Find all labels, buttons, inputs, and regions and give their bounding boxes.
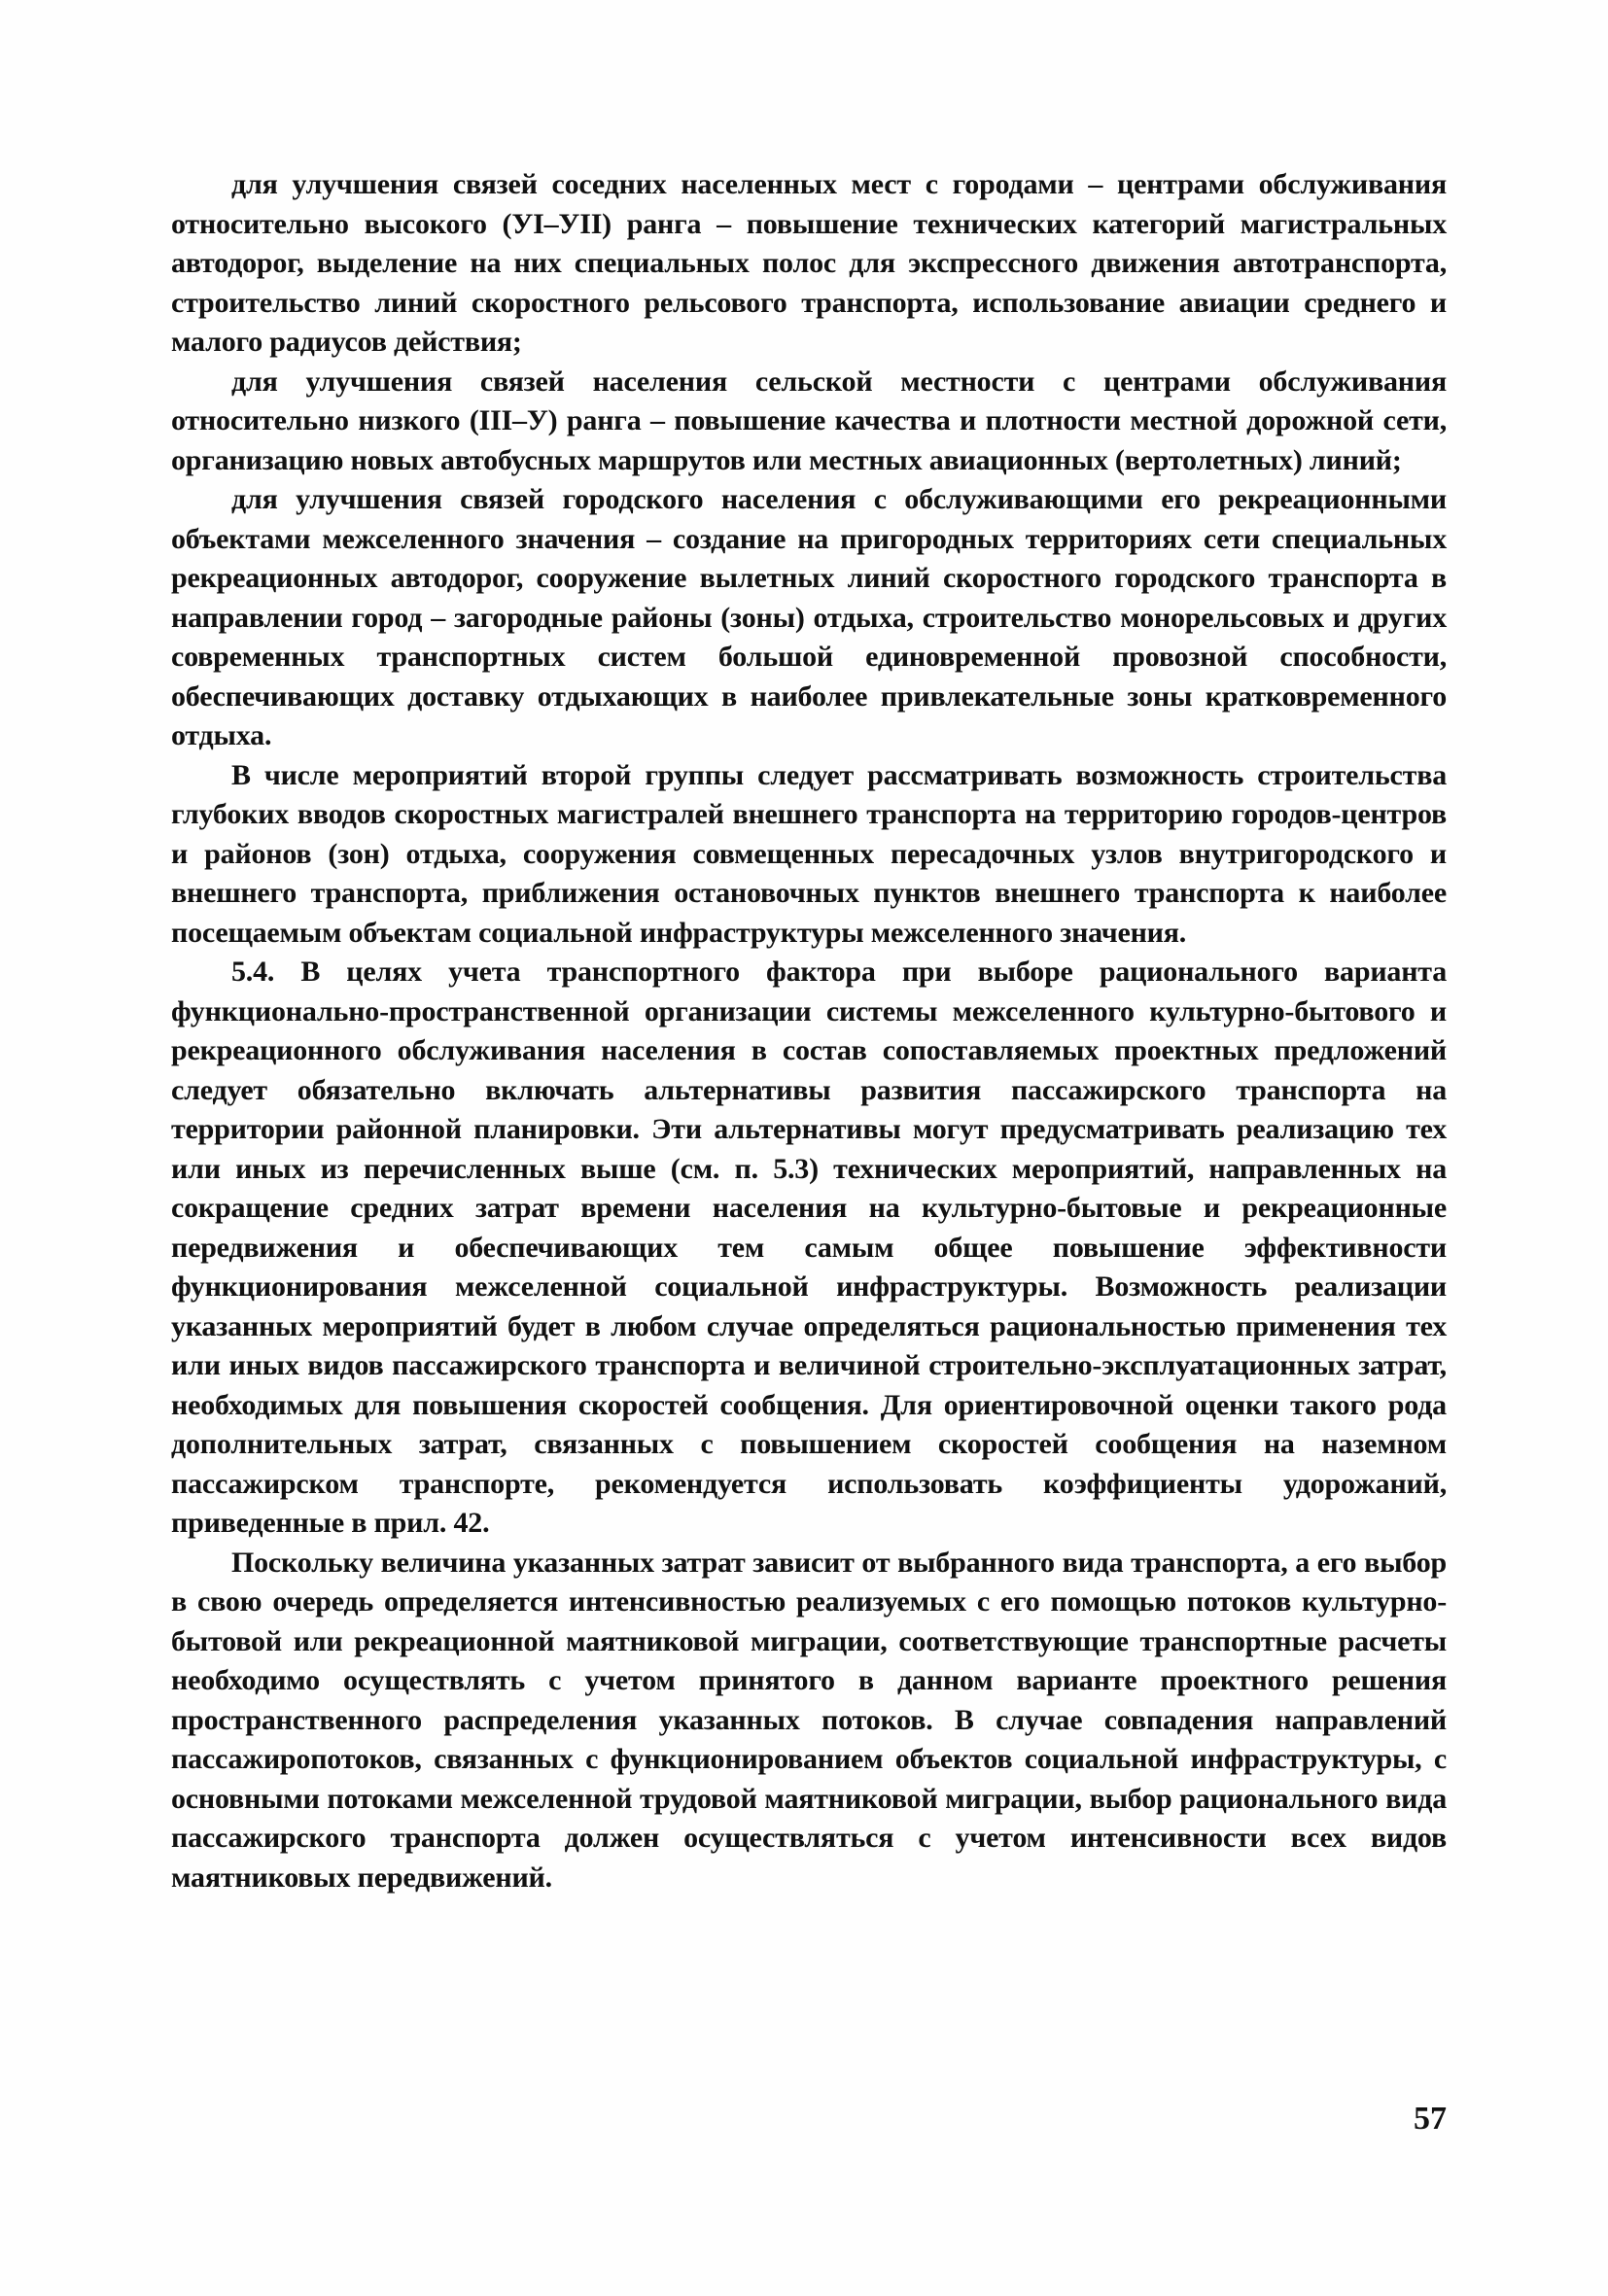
body-text [171, 165, 1447, 1897]
paragraph-transport-calculations: Поскольку величина указанных затрат зависит от выбранного вида транспорта, а его выбор в свою очередь определяется интенсивностью реализуемых с его помощью потоков культурно-бытовой или рекреационной маятниковой миграции, соответствующие транспортные расчеты необходимо осуществлять с учетом принятого в данном варианте проектного решения пространственного распределения указанных потоков. В случае совпадения направлений пассажиропотоков, связанных с функционированием объектов социальной инфраструктуры, с основными потоками межселенной трудовой маятниковой миграции, выбор рационального вида пассажирского транспорта должен осуществляться с учетом интенсивности всех видов маятниковых передвижений. [171, 1546, 1447, 1894]
paragraph-rural-links: для улучшения связей населения сельской местности с центрами обслуживания относительно низкого (III–У) ранга – повышение качества и плотности местной дорожной сети, организацию новых автобусных маршрутов или местных авиационных (вертолетных) линий; [171, 365, 1447, 476]
paragraph-recreational-links: для улучшения связей городского населения с обслуживающими его рекреационными объектами межселенного значения – создание на пригородных территориях сети специальных рекреационных автодорог, сооружение вылетных линий скоростного городского транспорта в направлении город – загородные районы (зоны) отдыха, строительство монорельсовых и других современных транспортных систем большой единовременной провозной способности, обеспечивающих доставку отдыхающих в наиболее привлекательные зоны кратковременного отдыха. [171, 483, 1447, 751]
paragraph-section-5-4: 5.4. В целях учета транспортного фактора при выборе рационального варианта функционально-пространственной организации системы межселенного культурно-бытового и рекреационного обслуживания населения в состав сопоставляемых проектных предложений следует обязательно включать альтернативы развития пассажирского транспорта на территории районной планировки. Эти альтернативы могут предусматривать реализацию тех или иных из перечисленных выше (см. п. 5.3) технических мероприятий, направленных на сокращение средних затрат времени населения на культурно-бытовые и рекреационные передвижения и обеспечивающих тем самым общее повышение эффективности функционирования межселенной социальной инфраструктуры. Возможность реализации указанных мероприятий будет в любом случае определяться рациональностью применения тех или иных видов пассажирского транспорта и величиной строительно-эксплуатационных затрат, необходимых для повышения скоростей сообщения. Для ориентировочной оценки такого рода дополнительных затрат, связанных с повышением скоростей сообщения на наземном пассажирском транспорте, рекомендуется использовать коэффициенты удорожаний, приведенные в прил. 42. [171, 956, 1447, 1539]
page-number: 57 [1414, 2101, 1447, 2137]
paragraph-second-group-measures: В числе мероприятий второй группы следует рассматривать возможность строительства глубоких вводов скоростных магистралей внешнего транспорта на территорию городов-центров и районов (зон) отдыха, сооружения совмещенных пересадочных узлов внутригородского и внешнего транспорта, приближения остановочных пунктов внешнего транспорта к наиболее посещаемым объектам социальной инфраструктуры межселенного значения. [171, 758, 1447, 949]
paragraph-intercity-links: для улучшения связей соседних населенных мест с городами – центрами обслуживания относительно высокого (УI–УII) ранга – повышение технических категорий магистральных автодорог, выделение на них специальных полос для экспрессного движения автотранспорта, строительство линий скоростного рельсового транспорта, использование авиации среднего и малого радиусов действия; [171, 168, 1447, 358]
